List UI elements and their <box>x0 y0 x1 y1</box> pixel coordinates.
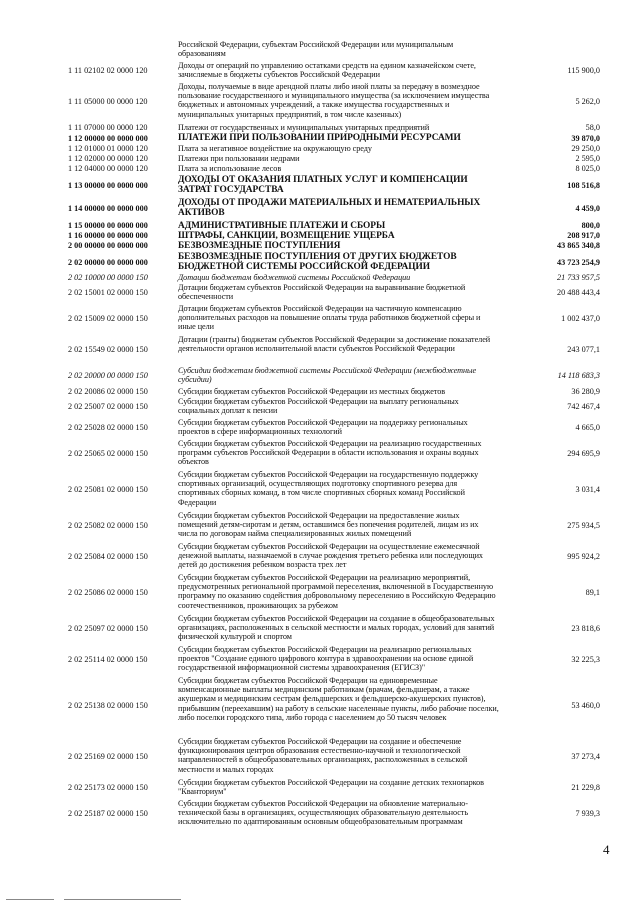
budget-code: 2 02 25028 02 0000 150 <box>68 423 148 432</box>
budget-code: 1 12 02000 00 0000 120 <box>68 154 148 163</box>
revenue-amount: 4 665,0 <box>575 423 600 432</box>
revenue-amount: 115 900,0 <box>567 66 600 75</box>
revenue-name: ДОХОДЫ ОТ ОКАЗАНИЯ ПЛАТНЫХ УСЛУГ И КОМПЕНСАЦИИ ЗАТРАТ ГОСУДАРСТВА <box>178 175 468 195</box>
table-row <box>0 418 639 438</box>
budget-code: 2 02 00000 00 0000 000 <box>68 258 148 267</box>
table-row <box>0 511 639 541</box>
budget-code: 1 13 00000 00 0000 000 <box>68 181 148 190</box>
budget-code: 1 11 02102 02 0000 120 <box>68 66 148 75</box>
revenue-amount: 21 229,8 <box>571 783 600 792</box>
revenue-amount: 4 459,0 <box>575 204 600 213</box>
revenue-name: Субсидии бюджетам субъектов Российской Федерации на создание детских технопарков "Кванториум" <box>178 778 484 797</box>
table-row <box>0 82 639 122</box>
table-row <box>0 198 639 220</box>
revenue-name: ДОХОДЫ ОТ ПРОДАЖИ МАТЕРИАЛЬНЫХ И НЕМАТЕРИАЛЬНЫХ АКТИВОВ <box>178 198 481 218</box>
budget-code: 2 02 25007 02 0000 150 <box>68 402 148 411</box>
table-row <box>0 123 639 133</box>
revenue-name: Субсидии бюджетам субъектов Российской Федерации на создание и обеспечение функционирования центров образования естественно-научной и технологической направленностей в общеобразовательных организациях, расположенных в сельской местности и малых городах <box>178 737 468 774</box>
budget-code: 2 02 25086 02 0000 150 <box>68 588 148 597</box>
revenue-amount: 29 250,0 <box>571 144 600 153</box>
revenue-name: БЕЗВОЗМЕЗДНЫЕ ПОСТУПЛЕНИЯ ОТ ДРУГИХ БЮДЖЕТОВ БЮДЖЕТНОЙ СИСТЕМЫ РОССИЙСКОЙ ФЕДЕРАЦИИ <box>178 252 457 272</box>
revenue-name: Плата за использование лесов <box>178 164 282 173</box>
revenue-name: Субсидии бюджетам субъектов Российской Федерации на реализацию мероприятий, предусмотренных региональной программой переселения, включенной в Государственную программу по оказанию содействия добровольному переселению в Российскую Федерацию соотечественников, проживающих за рубежом <box>178 573 496 610</box>
budget-code: 1 14 00000 00 0000 000 <box>68 204 148 213</box>
budget-code: 2 02 15549 02 0000 150 <box>68 345 148 354</box>
revenue-name: ШТРАФЫ, САНКЦИИ, ВОЗМЕЩЕНИЕ УЩЕРБА <box>178 231 395 241</box>
revenue-amount: 43 865 340,8 <box>557 241 600 250</box>
revenue-amount: 21 733 957,5 <box>557 273 600 282</box>
revenue-name: Субсидии бюджетам субъектов Российской Федерации на обновление материально-технической базы в организациях, осуществляющих образовательную деятельность исключительно по адаптированным основным общеобразовательным программам <box>178 799 469 827</box>
table-row <box>0 252 639 273</box>
budget-code: 2 02 25173 02 0000 150 <box>68 783 148 792</box>
budget-code: 1 16 00000 00 0000 000 <box>68 231 148 240</box>
table-row <box>0 164 639 174</box>
table-row <box>0 439 639 469</box>
table-row <box>0 231 639 241</box>
revenue-amount: 20 488 443,4 <box>557 288 600 297</box>
table-row <box>0 676 639 736</box>
revenue-name: Плата за негативное воздействие на окружающую среду <box>178 144 372 153</box>
table-row <box>0 154 639 164</box>
budget-code: 2 02 20086 02 0000 150 <box>68 387 148 396</box>
revenue-name: Субсидии бюджетам субъектов Российской Федерации на реализацию государственных программ субъектов Российской Федерации в области использования и охраны водных объектов <box>178 439 482 467</box>
revenue-amount: 5 262,0 <box>575 97 600 106</box>
revenue-amount: 36 280,9 <box>571 387 600 396</box>
revenue-amount: 243 077,1 <box>567 345 600 354</box>
table-row <box>0 470 639 510</box>
revenue-amount: 2 595,0 <box>575 154 600 163</box>
revenue-name: Субсидии бюджетам субъектов Российской Федерации на создание в общеобразовательных организациях, расположенных в сельской местности и малых городах, условий для занятий физической культурой и спортом <box>178 614 495 642</box>
revenue-amount: 208 917,0 <box>567 231 600 240</box>
revenue-amount: 58,0 <box>585 123 600 132</box>
table-row <box>0 737 639 777</box>
revenue-name: Субсидии бюджетам субъектов Российской Федерации на поддержку региональных проектов в сфере информационных технологий <box>178 418 468 437</box>
revenue-name: Субсидии бюджетам субъектов Российской Федерации на выплату региональных социальных доплат к пенсии <box>178 397 459 416</box>
revenue-name: Доходы от операций по управлению остатками средств на едином казначейском счете, зачисляемые в бюджеты субъектов Российской Федерации <box>178 61 476 80</box>
revenue-name: Дотации бюджетам субъектов Российской Федерации на выравнивание бюджетной обеспеченности <box>178 283 466 302</box>
table-row <box>0 273 639 283</box>
revenue-name: Дотации (гранты) бюджетам субъектов Российской Федерации за достижение показателей деятельности органов исполнительной власти субъектов Российской Федерации <box>178 335 491 354</box>
budget-code: 2 02 25065 02 0000 150 <box>68 449 148 458</box>
table-row <box>0 61 639 81</box>
table-row <box>0 645 639 675</box>
budget-code: 2 02 20000 00 0000 150 <box>68 371 148 380</box>
revenue-name: Субсидии бюджетам субъектов Российской Федерации на реализацию региональных проектов "Создание единого цифрового контура в здравоохранении на основе единой государственной информационной системы здравоохранения (ЕГИСЗ)" <box>178 645 474 673</box>
table-row <box>0 175 639 197</box>
budget-code: 2 00 00000 00 0000 000 <box>68 241 148 250</box>
table-row <box>0 283 639 303</box>
budget-code: 2 02 25097 02 0000 150 <box>68 624 148 633</box>
revenue-name: АДМИНИСТРАТИВНЫЕ ПЛАТЕЖИ И СБОРЫ <box>178 221 386 231</box>
table-row <box>0 335 639 365</box>
budget-code: 2 02 15001 02 0000 150 <box>68 288 148 297</box>
budget-code: 1 12 00000 00 0000 000 <box>68 134 148 143</box>
budget-code: 1 15 00000 00 0000 000 <box>68 221 148 230</box>
revenue-name: Дотации бюджетам субъектов Российской Федерации на частичную компенсацию дополнительных расходов на повышение оплаты труда работников бюджетной сферы и иные цели <box>178 304 481 332</box>
table-row <box>0 778 639 798</box>
table-row <box>0 387 639 397</box>
revenue-amount: 89,1 <box>585 588 600 597</box>
budget-code: 2 02 25081 02 0000 150 <box>68 485 148 494</box>
revenue-amount: 23 818,6 <box>571 624 600 633</box>
revenue-name: Дотации бюджетам бюджетной системы Российской Федерации <box>178 273 411 282</box>
revenue-amount: 32 225,3 <box>571 655 600 664</box>
revenue-amount: 294 695,9 <box>567 449 600 458</box>
revenue-name: Субсидии бюджетам субъектов Российской Федерации на предоставление жилых помещений детям-сиротам и детям, оставшимся без попечения родителей, лицам из их числа по договорам найма специализированных жилых помещений <box>178 511 479 539</box>
revenue-name: Доходы, получаемые в виде арендной платы либо иной платы за передачу в возмездное пользование государственного и муниципального имущества (за исключением имущества бюджетных и автономных учреждений, а также имущества государственных и муниципальных унитарных предприятий, в том числе казенных) <box>178 82 490 119</box>
table-row <box>0 397 639 417</box>
revenue-amount: 995 924,2 <box>567 552 600 561</box>
table-row <box>0 573 639 613</box>
revenue-name: Субсидии бюджетам субъектов Российской Федерации на единовременные компенсационные выплаты медицинским работникам (врачам, фельдшерам, а также акушеркам и медицинским сестрам фельдшерских и фельдшерско-акушерских пунктов), прибывшим (переехавшим) на работу в сельские населенные пункты, либо рабочие поселки, либо поселки городского типа, либо города с населением до 50 тысяч человек <box>178 676 499 722</box>
revenue-amount: 108 516,8 <box>567 181 600 190</box>
revenue-name: Субсидии бюджетам бюджетной системы Российской Федерации (межбюджетные субсидии) <box>178 366 477 385</box>
revenue-amount: 39 870,0 <box>571 134 600 143</box>
revenue-amount: 14 118 683,3 <box>557 371 600 380</box>
budget-code: 2 02 25114 02 0000 150 <box>68 655 148 664</box>
revenue-name: Платежи от государственных и муниципальных унитарных предприятий <box>178 123 430 132</box>
table-row <box>0 144 639 154</box>
revenue-amount: 275 934,5 <box>567 521 600 530</box>
table-row <box>0 241 639 251</box>
table-row <box>0 542 639 572</box>
revenue-amount: 8 025,0 <box>575 164 600 173</box>
budget-code: 1 11 05000 00 0000 120 <box>68 97 148 106</box>
budget-code: 2 02 25138 02 0000 150 <box>68 701 148 710</box>
table-row <box>0 40 639 60</box>
table-row <box>0 799 639 829</box>
revenue-amount: 3 031,4 <box>575 485 600 494</box>
revenue-amount: 37 273,4 <box>571 752 600 761</box>
revenue-amount: 53 460,0 <box>571 701 600 710</box>
revenue-name: Субсидии бюджетам субъектов Российской Федерации на государственную поддержку спортивных организаций, осуществляющих подготовку спортивного резерва для спортивных сборных команд, в том числе спортивных сборных команд Российской Федерации <box>178 470 479 507</box>
table-row <box>0 614 639 644</box>
revenue-name: Российской Федерации, субъектам Российской Федерации или муниципальным образованиям <box>178 40 454 59</box>
budget-code: 1 12 04000 00 0000 120 <box>68 164 148 173</box>
revenue-amount: 43 723 254,9 <box>557 258 600 267</box>
footer-line-right <box>64 899 181 900</box>
budget-code: 2 02 25084 02 0000 150 <box>68 552 148 561</box>
budget-code: 2 02 15009 02 0000 150 <box>68 314 148 323</box>
revenue-amount: 800,0 <box>581 221 600 230</box>
footer-line-left <box>6 899 54 900</box>
revenue-name: Субсидии бюджетам субъектов Российской Федерации на осуществление ежемесячной денежной выплаты, назначаемой в случае рождения третьего ребенка или последующих детей до достижения ребенком возраста трех лет <box>178 542 483 570</box>
budget-code: 2 02 25169 02 0000 150 <box>68 752 148 761</box>
budget-code: 2 02 25187 02 0000 150 <box>68 809 148 818</box>
revenue-name: Субсидии бюджетам субъектов Российской Федерации из местных бюджетов <box>178 387 446 396</box>
page-number: 4 <box>603 842 610 857</box>
table-row <box>0 304 639 334</box>
budget-code: 1 12 01000 01 0000 120 <box>68 144 148 153</box>
budget-code: 1 11 07000 00 0000 120 <box>68 123 148 132</box>
revenue-amount: 1 002 437,0 <box>561 314 600 323</box>
table-row <box>0 221 639 231</box>
budget-code: 2 02 10000 00 0000 150 <box>68 273 148 282</box>
revenue-name: ПЛАТЕЖИ ПРИ ПОЛЬЗОВАНИИ ПРИРОДНЫМИ РЕСУРСАМИ <box>178 133 461 143</box>
revenue-name: БЕЗВОЗМЕЗДНЫЕ ПОСТУПЛЕНИЯ <box>178 241 341 251</box>
table-row <box>0 133 639 144</box>
revenue-amount: 742 467,4 <box>567 402 600 411</box>
revenue-amount: 7 939,3 <box>575 809 600 818</box>
revenue-name: Платежи при пользовании недрами <box>178 154 300 163</box>
budget-code: 2 02 25082 02 0000 150 <box>68 521 148 530</box>
table-row <box>0 366 639 386</box>
